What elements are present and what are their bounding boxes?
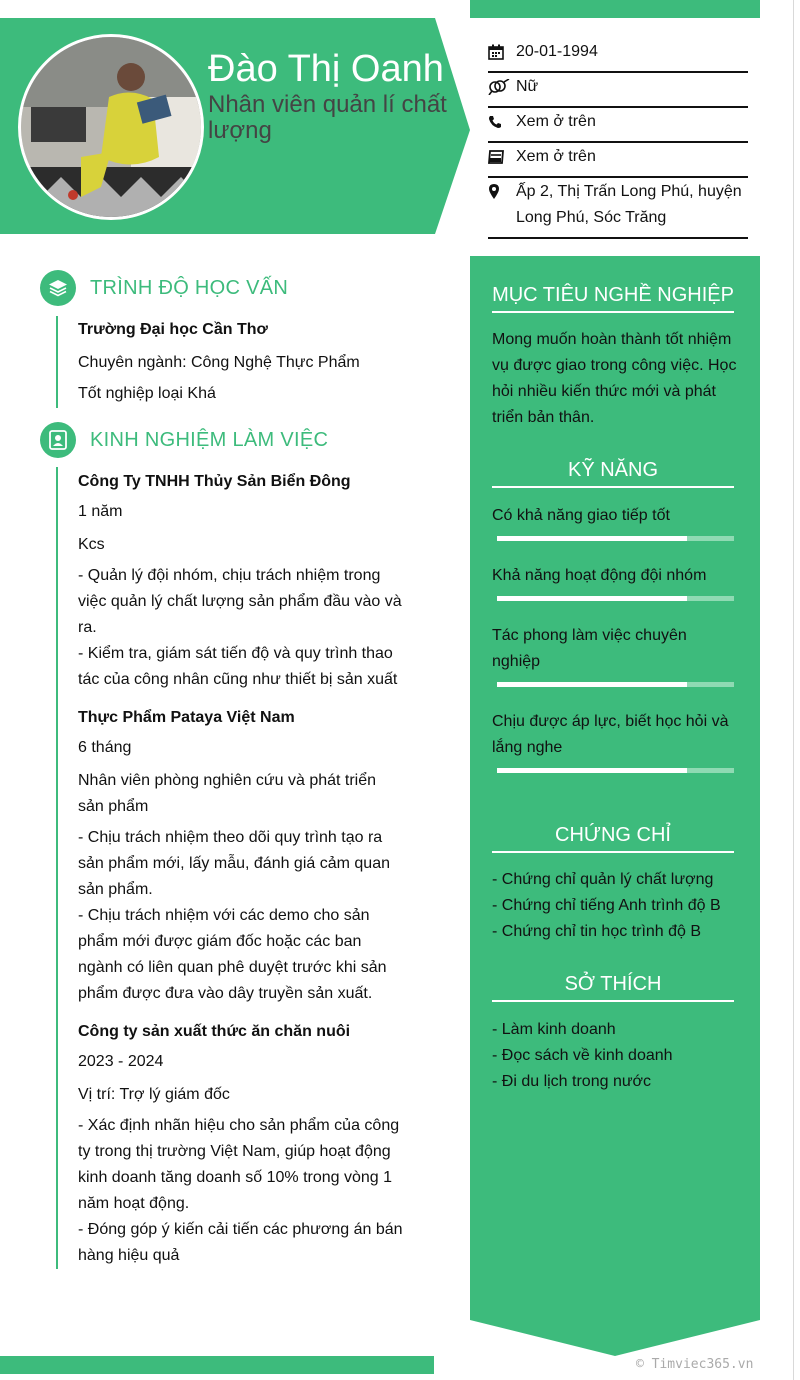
skill-3-fill <box>497 682 687 687</box>
email-text: Xem ở trên <box>516 148 596 165</box>
certificate-1: - Chứng chỉ quản lý chất lượng <box>492 871 714 888</box>
skill-2-fill <box>497 596 687 601</box>
job-3-desc-2: - Đóng góp ý kiến cải tiến các phương án bán hàng hiệu quả <box>78 1221 403 1264</box>
contact-row-email <box>488 143 748 178</box>
bottom-accent-bar <box>0 1356 434 1374</box>
layers-icon <box>40 270 76 306</box>
job-3-period: 2023 - 2024 <box>78 1053 164 1070</box>
job-2-company: Thực Phẩm Pataya Việt Nam <box>78 709 295 726</box>
job-title: Nhân viên quản lí chất lượng <box>208 91 447 144</box>
job-1-desc-2: - Kiểm tra, giám sát tiến độ và quy trình thao tác của công nhân cũng như thiết bị sản xuất <box>78 645 398 688</box>
avatar <box>18 34 204 220</box>
skill-1-label: Có khả năng giao tiếp tốt <box>492 507 670 524</box>
job-1-position: Kcs <box>78 536 105 553</box>
skill-4-label: Chịu được áp lực, biết học hỏi và lắng nghe <box>492 713 729 756</box>
certificate-2: - Chứng chỉ tiếng Anh trình độ B <box>492 897 721 914</box>
footer-credit: © Timviec365.vn <box>636 1357 754 1372</box>
education-title: TRÌNH ĐỘ HỌC VẤN <box>90 276 289 299</box>
experience-header <box>40 422 328 458</box>
contact-row-address <box>488 178 748 239</box>
calendar-icon <box>488 42 516 62</box>
phone-icon <box>488 112 516 132</box>
certificate-3: - Chứng chỉ tin học trình độ B <box>492 923 702 940</box>
skill-2-bar <box>497 596 734 601</box>
job-3-position: Vị trí: Trợ lý giám đốc <box>78 1086 230 1103</box>
skill-3-label: Tác phong làm việc chuyên nghiệp <box>492 627 687 670</box>
hobby-3: - Đi du lịch trong nước <box>492 1073 652 1090</box>
education-major: Chuyên ngành: Công Nghệ Thực Phẩm <box>78 354 360 371</box>
address-text: Ấp 2, Thị Trấn Long Phú, huyện Long Phú, Sóc Trăng <box>516 183 742 226</box>
gender-icon <box>488 77 516 97</box>
contact-row-phone <box>488 108 748 143</box>
experience-timeline <box>56 467 58 1269</box>
avatar-photo <box>21 37 201 217</box>
objective-title: MỤC TIÊU NGHỀ NGHIỆP <box>492 284 734 313</box>
job-3-desc-1: - Xác định nhãn hiệu cho sản phẩm của công ty trong thị trường Việt Nam, giúp hoạt động kinh doanh tăng doanh số 10% trong vòng 1 năm hoạt động. <box>78 1117 400 1212</box>
job-2-desc-1: - Chịu trách nhiệm theo dõi quy trình tạo ra sản phẩm mới, lấy mẫu, đánh giá cảm quan sản phẩm. <box>78 829 390 898</box>
skill-4-fill <box>497 768 687 773</box>
top-accent-bar <box>470 0 760 18</box>
hobby-2: - Đọc sách về kinh doanh <box>492 1047 673 1064</box>
job-1-period: 1 năm <box>78 503 123 520</box>
job-3-company: Công ty sản xuất thức ăn chăn nuôi <box>78 1023 351 1040</box>
birthday-text: 20-01-1994 <box>516 43 598 60</box>
skill-1-fill <box>497 536 687 541</box>
contact-row-birthday <box>488 38 748 73</box>
job-2-desc-2: - Chịu trách nhiệm với các demo cho sản phẩm mới được giám đốc hoặc các ban ngành có liên quan phê duyệt trước khi sản phẩm được đưa vào dây truyền sản xuất. <box>78 907 387 1002</box>
candidate-name: Đào Thị Oanh <box>208 48 444 90</box>
objective-text: Mong muốn hoàn thành tốt nhiệm vụ được giao trong công việc. Học hỏi nhiều kiến thức mới và phát triển bản thân. <box>492 331 737 426</box>
id-card-icon <box>40 422 76 458</box>
phone-text: Xem ở trên <box>516 113 596 130</box>
education-timeline <box>56 316 58 408</box>
contact-list <box>488 38 748 239</box>
hobby-1: - Làm kinh doanh <box>492 1021 616 1038</box>
location-icon <box>488 182 516 202</box>
contact-row-gender <box>488 73 748 108</box>
job-2-position: Nhân viên phòng nghiên cứu và phát triển sản phẩm <box>78 772 377 815</box>
job-1-desc-1: - Quản lý đội nhóm, chịu trách nhiệm trong việc quản lý chất lượng sản phẩm đầu vào và ra. <box>78 567 402 636</box>
school-name: Trường Đại học Cần Thơ <box>78 321 268 338</box>
education-grade: Tốt nghiệp loại Khá <box>78 385 216 402</box>
skill-4-bar <box>497 768 734 773</box>
skill-2-label: Khả năng hoạt động đội nhóm <box>492 567 707 584</box>
email-icon <box>488 147 516 167</box>
gender-text: Nữ <box>516 78 539 95</box>
experience-title: KINH NGHIỆM LÀM VIỆC <box>90 428 329 451</box>
certificates-title: CHỨNG CHỈ <box>492 824 734 853</box>
page-edge <box>793 0 794 1380</box>
education-header <box>40 270 288 306</box>
job-2-period: 6 tháng <box>78 739 132 756</box>
hobbies-title: SỞ THÍCH <box>492 973 734 1002</box>
job-1-company: Công Ty TNHH Thủy Sản Biển Đông <box>78 473 351 490</box>
skill-3-bar <box>497 682 734 687</box>
skill-1-bar <box>497 536 734 541</box>
skills-title: KỸ NĂNG <box>492 459 734 488</box>
